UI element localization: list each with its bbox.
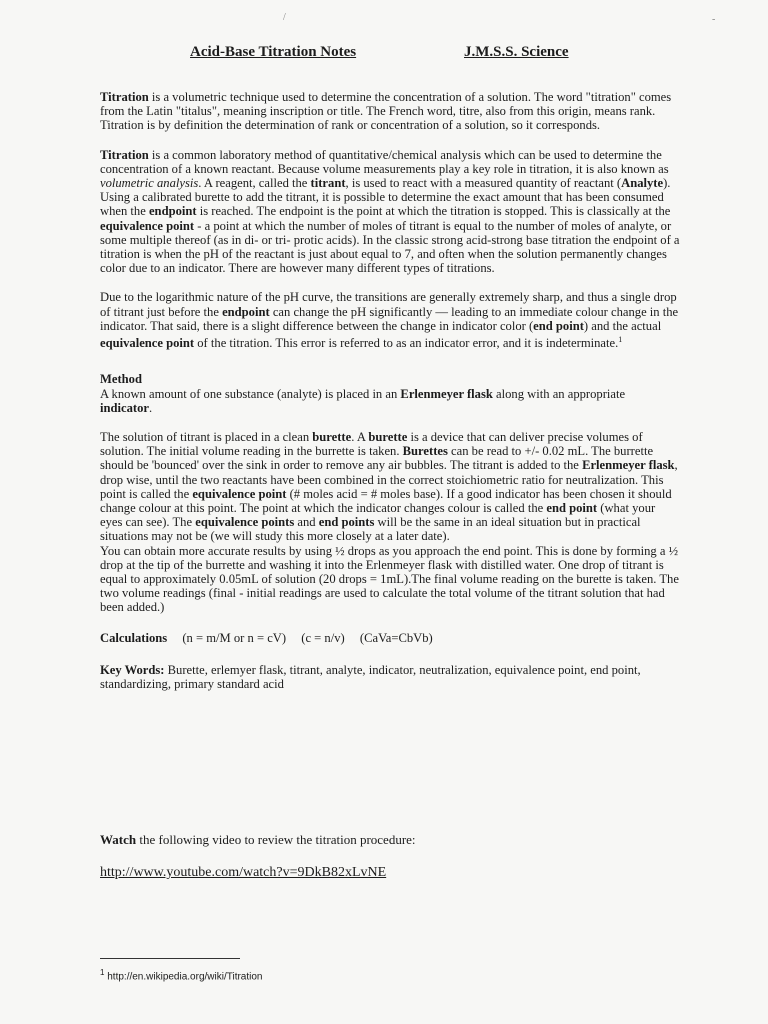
text-span: A known amount of one substance (analyte) is placed in an <box>100 386 401 401</box>
paragraph-ph-curve <box>100 290 680 350</box>
text-span: will be the same in an ideal situation but in practical situations may not be (we will study this more closely at a later date). <box>100 515 641 544</box>
paragraph-half-drops: You can obtain more accurate results by using ½ drops as you approach the end point. This is done by forming a ½ drop at the tip of the burrette and washing it into the Erlenmeyer flask with distilled water. One drop of titrant is equal to approximately 0.05mL of solution (20 drops = 1mL).The final volume reading on the burette is taken. The two volume readings (final - initial readings are used to calculate the total volume of the titrant solution that had been added.) <box>100 543 679 615</box>
term-end-points: end points <box>318 515 375 530</box>
term-erlenmeyer-flask: Erlenmeyer flask <box>582 458 675 473</box>
document-title: Acid-Base Titration Notes <box>190 44 357 60</box>
paragraph-key-words <box>100 663 680 691</box>
text-span: , is used to react with a measured quantity of reactant ( <box>345 176 622 191</box>
school-name: J.M.S.S. Science <box>464 44 569 60</box>
term-indicator: indicator <box>100 400 149 415</box>
watch-label: Watch <box>100 832 137 847</box>
document-body <box>100 90 680 706</box>
formula-moles: (n = m/M or n = cV) <box>182 630 287 645</box>
footnote-divider <box>100 958 240 959</box>
text-span: is a device that can deliver precise volumes of solution. The initial volume reading in the burrette is taken. <box>100 430 643 459</box>
formula-concentration: (c = n/v) <box>301 630 345 645</box>
watch-text: the following video to review the titration procedure: <box>136 832 416 847</box>
text-span: ) and the actual <box>583 318 662 333</box>
term-burettes: Burettes <box>402 444 448 459</box>
term-endpoint: endpoint <box>222 304 270 319</box>
term-end-point: end point <box>533 318 584 333</box>
text-span: (what your eyes can see). The <box>100 501 656 530</box>
text-span: , drop wise, until the two reactants have been combined in the correct stoichiometric ratio for neutralization. This point is called the <box>100 458 678 501</box>
scan-speck: - <box>712 14 716 25</box>
term-burette: burette <box>312 430 352 445</box>
term-equivalence-points: equivalence points <box>195 515 295 530</box>
term-endpoint: endpoint <box>148 204 197 219</box>
text-span: of the titration. This error is referred to as an indicator error, and it is indeterminate. <box>194 336 619 351</box>
text-span: . <box>148 400 153 415</box>
text-span: (# moles acid = # moles base). If a good indicator has been chosen it should change colour at this point. The point at which the indicator changes colour is called the <box>100 486 672 516</box>
text-span: Due to the logarithmic nature of the pH curve, the transitions are generally extremely sharp, and thus a single drop of titrant just before the <box>100 290 677 319</box>
text-span: and <box>294 515 319 530</box>
term-analyte: Analyte <box>621 176 664 191</box>
term-titration: Titration <box>100 90 149 104</box>
footnote-number: 1 <box>100 968 105 977</box>
text-span: The solution of titrant is placed in a clean <box>100 430 313 445</box>
video-instruction <box>100 832 416 848</box>
term-titration: Titration <box>100 147 149 162</box>
text-span: . A reagent, called the <box>198 176 311 191</box>
paragraph-definition <box>100 148 680 276</box>
text-span: is a common laboratory method of quantitative/chemical analysis which can be used to determine the concentration of a known reactant. Because volume measurements play a key role in titration, it is also known as <box>100 147 669 176</box>
paragraph-burette <box>100 430 680 544</box>
term-erlenmeyer-flask: Erlenmeyer flask <box>400 386 493 401</box>
method-heading: Method <box>100 372 142 387</box>
video-link[interactable]: http://www.youtube.com/watch?v=9DkB82xLvNE <box>100 865 387 880</box>
term-equivalence-point: equivalence point <box>100 218 195 233</box>
text-span: can be read to +/- 0.02 mL. The burrette should be 'bounced' over the sink in order to remove any air bubbles. The titrant is added to the <box>100 444 654 473</box>
footnote-text: http://en.wikipedia.org/wiki/Titration <box>104 971 263 983</box>
term-equivalence-point: equivalence point <box>192 486 287 501</box>
footnote <box>100 968 263 982</box>
footnote-marker: 1 <box>618 335 623 345</box>
term-end-point: end point <box>546 501 598 516</box>
scan-speck: / <box>283 12 286 23</box>
paragraph-intro <box>100 90 680 133</box>
term-equivalence-point: equivalence point <box>100 336 195 351</box>
calculations-label: Calculations <box>100 630 168 645</box>
key-words-list: Burette, erlemyer flask, titrant, analyte, indicator, neutralization, equivalence point, end point, standardizing, primary standard acid <box>100 662 641 692</box>
text-span: . A <box>351 430 369 445</box>
calculations-row <box>100 631 680 645</box>
term-titrant: titrant <box>310 176 346 191</box>
text-span: can change the pH significantly — leading to an immediate colour change in the indicator. That said, there is a slight difference between the change in indicator color ( <box>100 304 679 333</box>
paragraph-method <box>100 387 680 415</box>
term-volumetric-analysis: volumetric analysis <box>100 176 199 191</box>
text-span: is reached. The endpoint is the point at which the titration is stopped. This is classically at the <box>196 204 671 219</box>
text-span: ). Using a calibrated burette to add the titrant, it is possible to determine the exact amount that has been consumed when the <box>100 176 671 219</box>
key-words-label: Key Words: <box>100 662 165 677</box>
term-burette: burette <box>368 430 408 445</box>
text-span: along with an appropriate <box>492 386 626 401</box>
paragraph-intro-text: is a volumetric technique used to determine the concentration of a solution. The word "titration" comes from the Latin "titalus", meaning inscription or title. The French word, titre, also from this origin, means rank. Titration is by definition the determination of rank or concentration of a solution, so it corresponds. <box>100 90 672 133</box>
text-span: - a point at which the number of moles of titrant is equal to the number of moles of analyte, or some multiple thereof (as in di- or tri- protic acids). In the classic strong acid-strong base titration the endpoint of a titration is when the pH of the reactant is just about equal to 7, and often when the solution permanently changes color due to an indicator. There are however many different types of titrations. <box>100 218 680 276</box>
formula-dilution: (CaVa=CbVb) <box>359 630 433 645</box>
